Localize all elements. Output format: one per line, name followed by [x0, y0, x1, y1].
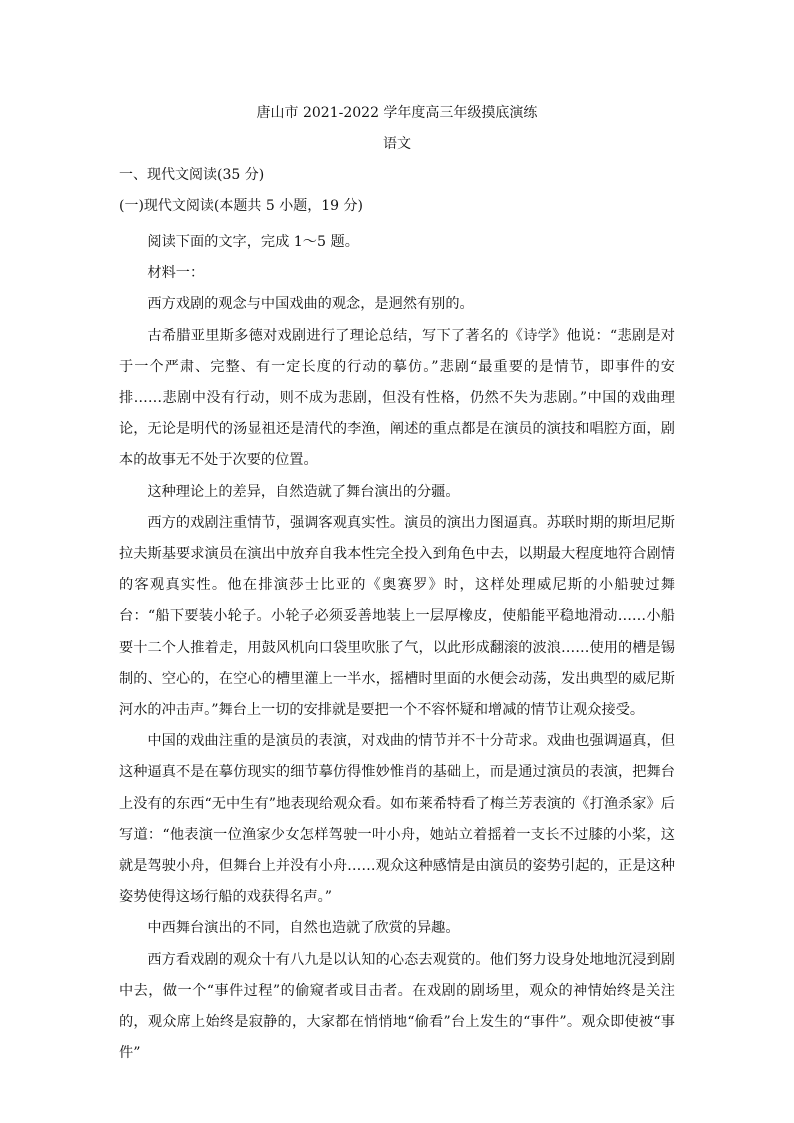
instruction-paragraph: 阅读下面的文字，完成 1～5 题。 [147, 234, 359, 250]
reading-passage [119, 227, 675, 1069]
subsection-heading: (一)现代文阅读(本题共 5 小题，19 分) [119, 198, 363, 214]
passage-paragraph: 这种理论上的差异，自然造就了舞台演出的分疆。 [147, 483, 460, 500]
document-title: 唐山市 2021-2022 学年度高三年级摸底演练 [256, 105, 538, 121]
subject-title: 语文 [383, 136, 411, 152]
material-label: 材料一： [147, 265, 205, 282]
passage-paragraph: 中国的戏曲注重的是演员的表演，对戏曲的情节并不十分苛求。戏曲也强调逼真，但这种逼真不是在摹仿现实的细节摹仿得惟妙惟肖的基础上，而是通过演员的表演，把舞台上没有的东西“无中生有”地表现给观众看。如布莱希特看了梅兰芳表演的《打渔杀家》后写道：“他表演一位渔家少女怎样驾驶一叶小舟，她站立着摇着一支长不过膝的小桨，这就是驾驶小舟，但舞台上并没有小舟……观众这种感情是由演员的姿势引起的，正是这种姿势使得这场行船的戏获得名声。” [119, 733, 675, 906]
passage-paragraph: 西方的戏剧注重情节，强调客观真实性。演员的演出力图逼真。苏联时期的斯坦尼斯拉夫斯基要求演员在演出中放弃自我本性完全投入到角色中去，以期最大程度地符合剧情的客观真实性。他在排演莎士比亚的《奥赛罗》时，这样处理威尼斯的小船驶过舞台：“船下要装小轮子。小轮子必须妥善地装上一层厚橡皮，使船能平稳地滑动……小船要十二个人推着走，用鼓风机向口袋里吹胀了气，以此形成翻滚的波浪……使用的槽是锡制的、空心的，在空心的槽里灌上一半水，摇槽时里面的水便会动荡，发出典型的威尼斯河水的冲击声。”舞台上一切的安排就是要把一个不容怀疑和增减的情节让观众接受。 [119, 514, 675, 719]
passage-paragraph: 西方看戏剧的观众十有八九是以认知的心态去观赏的。他们努力设身处地地沉浸到剧中去，做一个“事件过程”的偷窥者或目击者。在戏剧的剧场里，观众的神情始终是关注的，观众席上始终是寂静的，大家都在悄悄地“偷看”台上发生的“事件”。观众即使被“事件” [119, 951, 675, 1062]
passage-paragraph: 古希腊亚里斯多德对戏剧进行了理论总结，写下了著名的《诗学》他说：“悲剧是对于一个严肃、完整、有一定长度的行动的摹仿。”悲剧“最重要的是情节，即事件的安排……悲剧中没有行动，则不成为悲剧，但没有性格，仍然不失为悲剧。”中国的戏曲理论，无论是明代的汤显祖还是清代的李渔，阐述的重点都是在演员的演技和唱腔方面，剧本的故事无不处于次要的位置。 [119, 327, 675, 469]
section-heading: 一、现代文阅读(35 分) [119, 167, 265, 183]
passage-paragraph: 中西舞台演出的不同，自然也造就了欣赏的异趣。 [147, 920, 460, 937]
passage-paragraph: 西方戏剧的观念与中国戏曲的观念，是迥然有别的。 [147, 296, 474, 313]
